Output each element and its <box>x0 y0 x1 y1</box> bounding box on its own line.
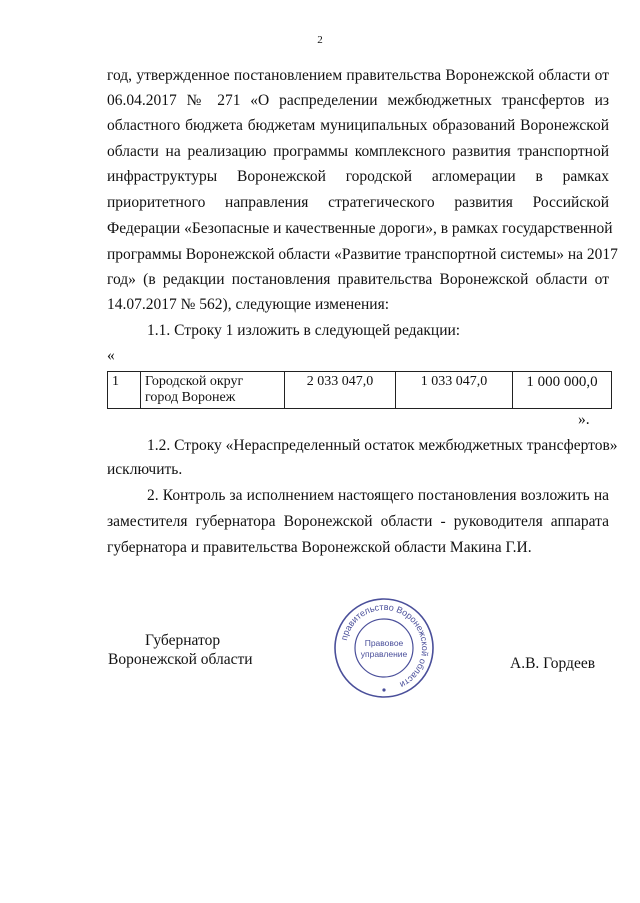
item-2-line: заместителя губернатора Воронежской области - руководителя аппарата <box>107 513 609 530</box>
replacement-table-row <box>107 371 612 409</box>
signatory-name: А.В. Гордеев <box>510 655 596 672</box>
municipality-name-line2: город Воронеж <box>145 390 236 405</box>
paragraph-line: программы Воронежской области «Развитие транспортной системы» на 2017 <box>107 246 618 263</box>
paragraph-line: областного бюджета бюджетам муниципальных образований Воронежской <box>107 117 609 134</box>
stamp-center-line2: управление <box>360 649 408 659</box>
item-1-2-line: исключить. <box>107 461 183 478</box>
table-row <box>108 372 612 409</box>
item-1-1: 1.1. Строку 1 изложить в следующей редакции: <box>147 322 461 339</box>
paragraph-line: 14.07.2017 № 562), следующие изменения: <box>107 296 390 313</box>
paragraph-line: области на реализацию программы комплексного развития транспортной <box>107 143 609 160</box>
stamp-inner-ring <box>355 619 413 677</box>
paragraph-line: Федерации «Безопасные и качественные дороги», в рамках государственной <box>107 220 613 237</box>
close-quote: ». <box>578 411 590 428</box>
value-second: 1 033 047,0 <box>396 372 513 409</box>
stamp-dot-icon <box>382 688 385 691</box>
value-total: 2 033 047,0 <box>285 372 396 409</box>
signature-position-line1: Губернатор <box>145 632 221 649</box>
paragraph-line: год, утвержденное постановлением правительства Воронежской области от <box>107 67 609 84</box>
paragraph-line: 06.04.2017 № 271 «О распределении межбюджетных трансфертов из <box>107 92 609 109</box>
item-2-line: 2. Контроль за исполнением настоящего постановления возложить на <box>147 487 609 504</box>
paragraph-line: приоритетного направления стратегического развития Российской <box>107 194 609 211</box>
page-number: 2 <box>317 34 323 46</box>
paragraph-line: год» (в редакции постановления правительства Воронежской области от <box>107 271 609 288</box>
municipality-name-line1: Городской округ <box>145 374 244 389</box>
item-1-2-line: 1.2. Строку «Нераспределенный остаток межбюджетных трансфертов» <box>147 437 618 454</box>
stamp-outer-ring <box>335 599 433 697</box>
signature-position-line2: Воронежской области <box>108 651 253 668</box>
open-quote: « <box>107 347 115 364</box>
paragraph-line: инфраструктуры Воронежской городской агломерации в рамках <box>107 168 609 185</box>
stamp-ring-text: правительство Воронежской области <box>338 601 431 691</box>
legal-department-stamp <box>333 597 435 699</box>
item-2-line: губернатора и правительства Воронежской области Макина Г.И. <box>107 539 532 556</box>
value-third: 1 000 000,0 <box>513 372 612 409</box>
stamp-center-line1: Правовое <box>364 638 404 648</box>
municipality-name <box>141 372 285 409</box>
row-number: 1 <box>108 372 141 409</box>
